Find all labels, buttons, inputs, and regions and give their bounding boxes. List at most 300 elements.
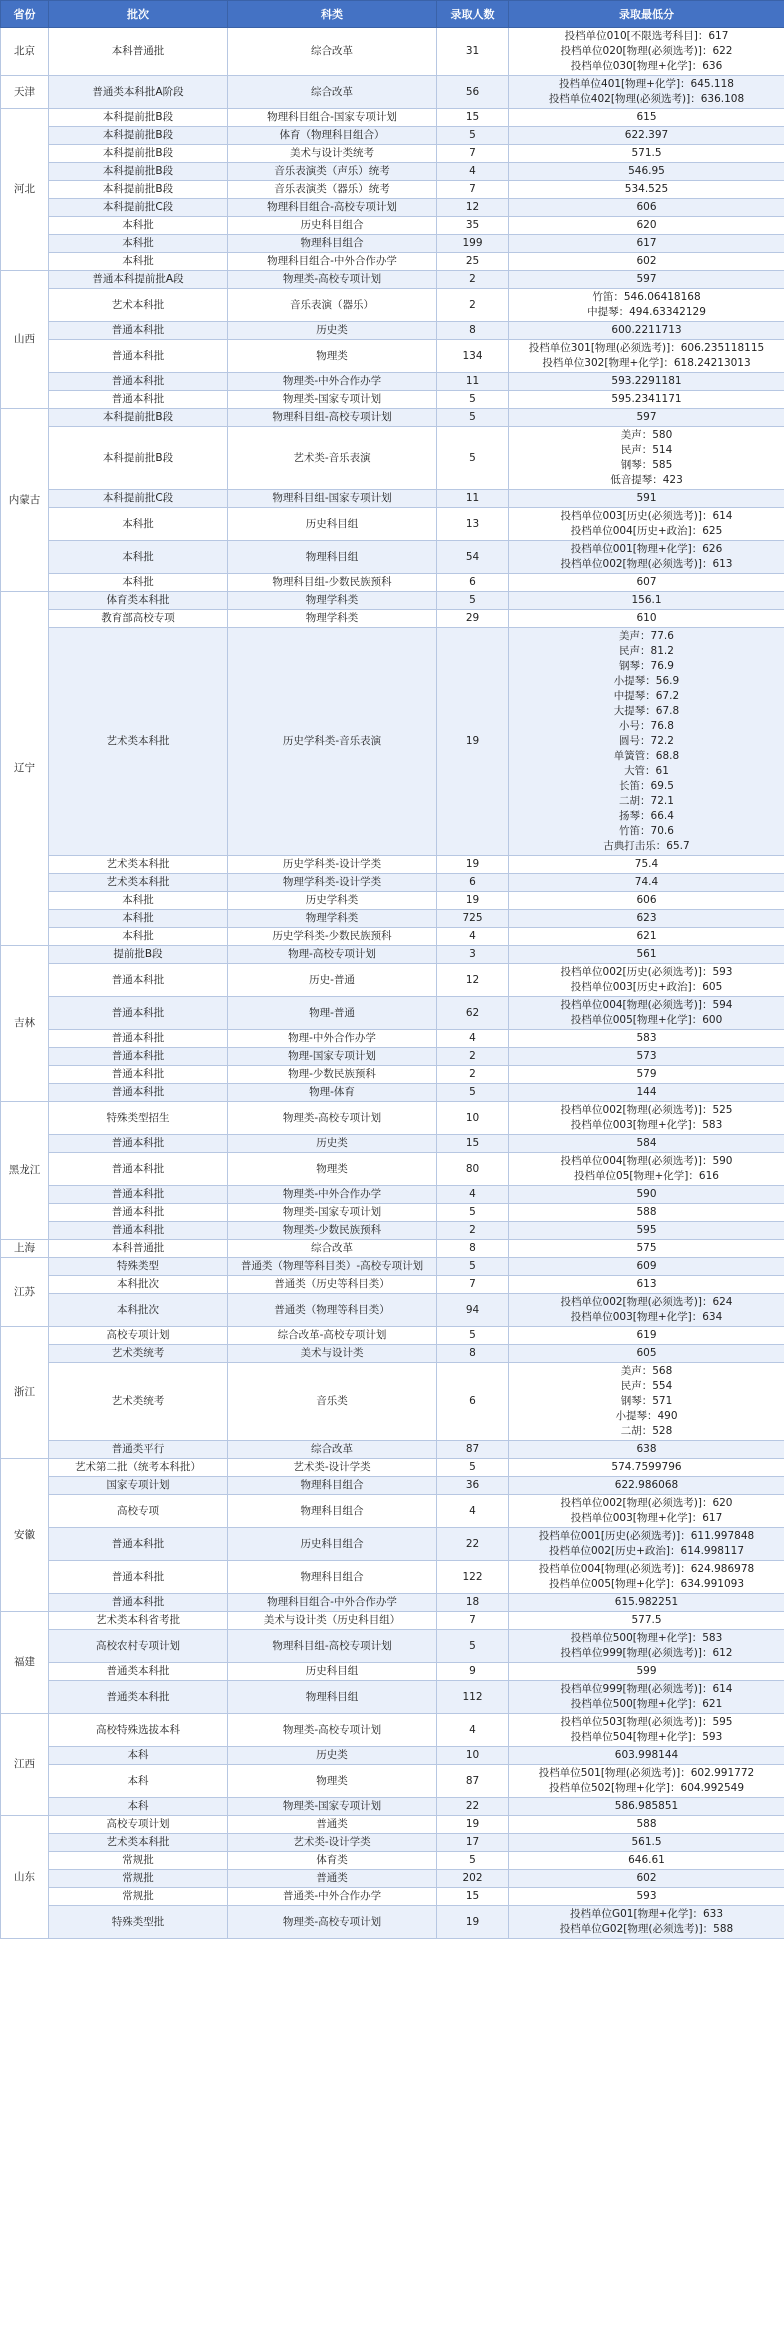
subject-cell: 综合改革 <box>228 76 437 109</box>
count-cell: 54 <box>437 541 509 574</box>
table-row <box>1 1153 784 1186</box>
count-cell: 5 <box>437 1084 509 1102</box>
min-score-cell: 美声：77.6 民声：81.2 钢琴：76.9 小提琴：56.9 中提琴：67.2 大提琴：67.8 小号：76.8 圆号：72.2 单簧管：68.8 大管：61 长笛：69.5 二胡：72.1 扬琴：66.4 竹笛：70.6 古典打击乐：65.7 <box>509 628 784 856</box>
batch-cell: 高校特殊选拔本科 <box>49 1714 228 1747</box>
province-cell: 河北 <box>1 109 49 271</box>
table-row <box>1 1594 784 1612</box>
count-cell: 2 <box>437 289 509 322</box>
min-score-cell: 593 <box>509 1888 784 1906</box>
subject-cell: 物理科目组-国家专项计划 <box>228 490 437 508</box>
subject-cell: 物理类-高校专项计划 <box>228 1714 437 1747</box>
province-cell: 安徽 <box>1 1459 49 1612</box>
min-score-cell: 美声：580 民声：514 钢琴：585 低音提琴：423 <box>509 427 784 490</box>
batch-cell: 本科批 <box>49 928 228 946</box>
batch-cell: 普通本科批 <box>49 1204 228 1222</box>
min-score-cell: 593.2291181 <box>509 373 784 391</box>
batch-cell: 艺术类本科省考批 <box>49 1612 228 1630</box>
province-cell: 江苏 <box>1 1258 49 1327</box>
min-score-cell: 646.61 <box>509 1852 784 1870</box>
min-score-cell: 590 <box>509 1186 784 1204</box>
min-score-cell: 610 <box>509 610 784 628</box>
count-cell: 2 <box>437 271 509 289</box>
table-row <box>1 373 784 391</box>
subject-cell: 历史类 <box>228 1747 437 1765</box>
batch-cell: 普通本科批 <box>49 1528 228 1561</box>
table-row <box>1 1528 784 1561</box>
subject-cell: 物理类-中外合作办学 <box>228 1186 437 1204</box>
count-cell: 4 <box>437 1186 509 1204</box>
table-row <box>1 28 784 76</box>
count-cell: 199 <box>437 235 509 253</box>
table-row <box>1 508 784 541</box>
batch-cell: 普通本科提前批A段 <box>49 271 228 289</box>
subject-cell: 历史学科类-设计学类 <box>228 856 437 874</box>
batch-cell: 国家专项计划 <box>49 1477 228 1495</box>
subject-cell: 物理科目组合-中外合作办学 <box>228 253 437 271</box>
subject-cell: 艺术类-设计学类 <box>228 1459 437 1477</box>
subject-cell: 音乐表演类（声乐）统考 <box>228 163 437 181</box>
subject-cell: 历史科目组 <box>228 508 437 541</box>
min-score-cell: 602 <box>509 253 784 271</box>
table-row <box>1 1798 784 1816</box>
table-row <box>1 928 784 946</box>
subject-cell: 物理类-国家专项计划 <box>228 391 437 409</box>
table-row <box>1 127 784 145</box>
table-row <box>1 610 784 628</box>
batch-cell: 普通本科批 <box>49 1186 228 1204</box>
count-cell: 5 <box>437 427 509 490</box>
table-row <box>1 409 784 427</box>
count-cell: 4 <box>437 1495 509 1528</box>
count-cell: 4 <box>437 928 509 946</box>
min-score-cell: 投档单位002[物理(必须选考)]：624 投档单位003[物理+化学]：634 <box>509 1294 784 1327</box>
table-body <box>1 28 784 1939</box>
min-score-cell: 638 <box>509 1441 784 1459</box>
min-score-cell: 571.5 <box>509 145 784 163</box>
batch-cell: 常规批 <box>49 1852 228 1870</box>
table-row <box>1 1204 784 1222</box>
min-score-cell: 586.985851 <box>509 1798 784 1816</box>
table-row <box>1 1714 784 1747</box>
subject-cell: 物理科目组-少数民族预科 <box>228 574 437 592</box>
batch-cell: 特殊类型招生 <box>49 1102 228 1135</box>
min-score-cell: 615 <box>509 109 784 127</box>
subject-cell: 物理学科类 <box>228 610 437 628</box>
count-cell: 5 <box>437 409 509 427</box>
table-row <box>1 76 784 109</box>
table-row <box>1 163 784 181</box>
count-cell: 2 <box>437 1222 509 1240</box>
subject-cell: 历史学科类-音乐表演 <box>228 628 437 856</box>
batch-cell: 艺术类本科批 <box>49 856 228 874</box>
batch-cell: 本科批 <box>49 217 228 235</box>
subject-cell: 物理科目组合 <box>228 235 437 253</box>
table-row <box>1 1888 784 1906</box>
table-row <box>1 271 784 289</box>
table-row <box>1 997 784 1030</box>
count-cell: 7 <box>437 1612 509 1630</box>
table-row <box>1 235 784 253</box>
min-score-cell: 595 <box>509 1222 784 1240</box>
min-score-cell: 美声：568 民声：554 钢琴：571 小提琴：490 二胡：528 <box>509 1363 784 1441</box>
batch-cell: 本科批 <box>49 541 228 574</box>
batch-cell: 普通本科批 <box>49 322 228 340</box>
subject-cell: 物理-中外合作办学 <box>228 1030 437 1048</box>
province-cell: 内蒙古 <box>1 409 49 592</box>
count-cell: 7 <box>437 181 509 199</box>
table-row <box>1 1441 784 1459</box>
subject-cell: 物理科目组合-高校专项计划 <box>228 199 437 217</box>
province-cell: 山东 <box>1 1816 49 1939</box>
count-cell: 5 <box>437 1204 509 1222</box>
min-score-cell: 投档单位401[物理+化学]：645.118 投档单位402[物理(必须选考)]：636.108 <box>509 76 784 109</box>
count-cell: 19 <box>437 892 509 910</box>
count-cell: 18 <box>437 1594 509 1612</box>
subject-cell: 物理-普通 <box>228 997 437 1030</box>
table-row <box>1 592 784 610</box>
count-cell: 7 <box>437 145 509 163</box>
batch-cell: 本科批 <box>49 574 228 592</box>
count-cell: 22 <box>437 1528 509 1561</box>
min-score-cell: 投档单位999[物理(必须选考)]：614 投档单位500[物理+化学]：621 <box>509 1681 784 1714</box>
batch-cell: 普通本科批 <box>49 373 228 391</box>
table-row <box>1 181 784 199</box>
min-score-cell: 投档单位004[物理(必须选考)]：590 投档单位05[物理+化学]：616 <box>509 1153 784 1186</box>
subject-cell: 物理-国家专项计划 <box>228 1048 437 1066</box>
subject-cell: 物理科目组-高校专项计划 <box>228 1630 437 1663</box>
table-row <box>1 1102 784 1135</box>
min-score-cell: 投档单位010[不限选考科目]：617 投档单位020[物理(必须选考)]：622 投档单位030[物理+化学]：636 <box>509 28 784 76</box>
header-batch: 批次 <box>49 1 228 28</box>
table-row <box>1 1681 784 1714</box>
batch-cell: 本科提前批B段 <box>49 127 228 145</box>
min-score-cell: 613 <box>509 1276 784 1294</box>
subject-cell: 历史类 <box>228 1135 437 1153</box>
batch-cell: 本科批 <box>49 910 228 928</box>
min-score-cell: 583 <box>509 1030 784 1048</box>
count-cell: 5 <box>437 127 509 145</box>
subject-cell: 物理学科类-设计学类 <box>228 874 437 892</box>
count-cell: 4 <box>437 163 509 181</box>
table-row <box>1 1186 784 1204</box>
table-row <box>1 1327 784 1345</box>
count-cell: 12 <box>437 199 509 217</box>
subject-cell: 物理类-少数民族预科 <box>228 1222 437 1240</box>
min-score-cell: 75.4 <box>509 856 784 874</box>
count-cell: 19 <box>437 628 509 856</box>
subject-cell: 历史学科类 <box>228 892 437 910</box>
subject-cell: 综合改革 <box>228 1240 437 1258</box>
province-cell: 辽宁 <box>1 592 49 946</box>
batch-cell: 本科批 <box>49 235 228 253</box>
table-row <box>1 1630 784 1663</box>
subject-cell: 物理类-中外合作办学 <box>228 373 437 391</box>
min-score-cell: 投档单位503[物理(必须选考)]：595 投档单位504[物理+化学]：593 <box>509 1714 784 1747</box>
batch-cell: 体育类本科批 <box>49 592 228 610</box>
count-cell: 6 <box>437 1363 509 1441</box>
count-cell: 87 <box>437 1765 509 1798</box>
count-cell: 15 <box>437 1135 509 1153</box>
min-score-cell: 584 <box>509 1135 784 1153</box>
batch-cell: 艺术本科批 <box>49 289 228 322</box>
min-score-cell: 534.525 <box>509 181 784 199</box>
table-row <box>1 1477 784 1495</box>
subject-cell: 历史科目组合 <box>228 217 437 235</box>
province-cell: 吉林 <box>1 946 49 1102</box>
subject-cell: 物理科目组合-国家专项计划 <box>228 109 437 127</box>
min-score-cell: 606 <box>509 199 784 217</box>
count-cell: 4 <box>437 1030 509 1048</box>
count-cell: 4 <box>437 1714 509 1747</box>
table-row <box>1 1612 784 1630</box>
min-score-cell: 投档单位002[物理(必须选考)]：525 投档单位003[物理+化学]：583 <box>509 1102 784 1135</box>
count-cell: 19 <box>437 856 509 874</box>
header-count: 录取人数 <box>437 1 509 28</box>
header-min-score: 录取最低分 <box>509 1 784 28</box>
count-cell: 5 <box>437 1327 509 1345</box>
batch-cell: 艺术类本科批 <box>49 628 228 856</box>
min-score-cell: 投档单位501[物理(必须选考)]：602.991772 投档单位502[物理+化学]：604.992549 <box>509 1765 784 1798</box>
table-row <box>1 391 784 409</box>
subject-cell: 物理科目组-高校专项计划 <box>228 409 437 427</box>
batch-cell: 本科批 <box>49 892 228 910</box>
subject-cell: 物理类-高校专项计划 <box>228 271 437 289</box>
province-cell: 黑龙江 <box>1 1102 49 1240</box>
batch-cell: 特殊类型批 <box>49 1906 228 1939</box>
count-cell: 31 <box>437 28 509 76</box>
count-cell: 94 <box>437 1294 509 1327</box>
min-score-cell: 620 <box>509 217 784 235</box>
count-cell: 12 <box>437 964 509 997</box>
table-row <box>1 1294 784 1327</box>
table-row <box>1 892 784 910</box>
table-row <box>1 1222 784 1240</box>
count-cell: 15 <box>437 1888 509 1906</box>
batch-cell: 普通本科批 <box>49 964 228 997</box>
table-row <box>1 1834 784 1852</box>
batch-cell: 本科 <box>49 1798 228 1816</box>
batch-cell: 本科批 <box>49 508 228 541</box>
count-cell: 5 <box>437 391 509 409</box>
subject-cell: 音乐类 <box>228 1363 437 1441</box>
min-score-cell: 156.1 <box>509 592 784 610</box>
min-score-cell: 600.2211713 <box>509 322 784 340</box>
batch-cell: 普通本科批 <box>49 1066 228 1084</box>
subject-cell: 物理科目组合-中外合作办学 <box>228 1594 437 1612</box>
subject-cell: 物理科目组合 <box>228 1495 437 1528</box>
batch-cell: 本科提前批B段 <box>49 427 228 490</box>
batch-cell: 普通本科批 <box>49 1048 228 1066</box>
subject-cell: 物理科目组 <box>228 541 437 574</box>
min-score-cell: 619 <box>509 1327 784 1345</box>
table-row <box>1 946 784 964</box>
min-score-cell: 588 <box>509 1816 784 1834</box>
count-cell: 80 <box>437 1153 509 1186</box>
batch-cell: 艺术第二批（统考本科批） <box>49 1459 228 1477</box>
min-score-cell: 603.998144 <box>509 1747 784 1765</box>
batch-cell: 艺术类统考 <box>49 1363 228 1441</box>
subject-cell: 综合改革-高校专项计划 <box>228 1327 437 1345</box>
subject-cell: 普通类（历史等科目类） <box>228 1276 437 1294</box>
count-cell: 202 <box>437 1870 509 1888</box>
count-cell: 8 <box>437 1240 509 1258</box>
table-row <box>1 1240 784 1258</box>
count-cell: 15 <box>437 109 509 127</box>
table-row <box>1 1816 784 1834</box>
count-cell: 11 <box>437 490 509 508</box>
batch-cell: 本科提前批C段 <box>49 490 228 508</box>
subject-cell: 美术与设计类（历史科目组） <box>228 1612 437 1630</box>
table-row <box>1 1870 784 1888</box>
table-row <box>1 322 784 340</box>
table-row <box>1 490 784 508</box>
count-cell: 19 <box>437 1816 509 1834</box>
min-score-cell: 投档单位002[物理(必须选考)]：620 投档单位003[物理+化学]：617 <box>509 1495 784 1528</box>
header-province: 省份 <box>1 1 49 28</box>
subject-cell: 综合改革 <box>228 28 437 76</box>
province-cell: 浙江 <box>1 1327 49 1459</box>
count-cell: 9 <box>437 1663 509 1681</box>
subject-cell: 物理-少数民族预科 <box>228 1066 437 1084</box>
count-cell: 29 <box>437 610 509 628</box>
min-score-cell: 投档单位002[历史(必须选考)]：593 投档单位003[历史+政治]：605 <box>509 964 784 997</box>
batch-cell: 本科 <box>49 1765 228 1798</box>
min-score-cell: 投档单位003[历史(必须选考)]：614 投档单位004[历史+政治]：625 <box>509 508 784 541</box>
subject-cell: 音乐表演（器乐） <box>228 289 437 322</box>
subject-cell: 美术与设计类 <box>228 1345 437 1363</box>
table-row <box>1 427 784 490</box>
province-cell: 上海 <box>1 1240 49 1258</box>
count-cell: 5 <box>437 1459 509 1477</box>
count-cell: 19 <box>437 1906 509 1939</box>
batch-cell: 本科提前批B段 <box>49 181 228 199</box>
min-score-cell: 597 <box>509 271 784 289</box>
table-row <box>1 1852 784 1870</box>
batch-cell: 高校专项 <box>49 1495 228 1528</box>
batch-cell: 常规批 <box>49 1888 228 1906</box>
batch-cell: 本科提前批B段 <box>49 109 228 127</box>
subject-cell: 美术与设计类统考 <box>228 145 437 163</box>
min-score-cell: 574.7599796 <box>509 1459 784 1477</box>
batch-cell: 普通本科批 <box>49 1084 228 1102</box>
province-cell: 山西 <box>1 271 49 409</box>
header-row <box>1 1 784 28</box>
table-row <box>1 856 784 874</box>
count-cell: 8 <box>437 322 509 340</box>
batch-cell: 本科 <box>49 1747 228 1765</box>
min-score-cell: 597 <box>509 409 784 427</box>
batch-cell: 普通类本科批 <box>49 1663 228 1681</box>
count-cell: 5 <box>437 1258 509 1276</box>
subject-cell: 体育（物理科目组合） <box>228 127 437 145</box>
table-row <box>1 1258 784 1276</box>
subject-cell: 艺术类-音乐表演 <box>228 427 437 490</box>
subject-cell: 物理类-高校专项计划 <box>228 1102 437 1135</box>
subject-cell: 普通类（物理等科目类） <box>228 1294 437 1327</box>
batch-cell: 普通类本科批A阶段 <box>49 76 228 109</box>
min-score-cell: 606 <box>509 892 784 910</box>
subject-cell: 历史科目组合 <box>228 1528 437 1561</box>
subject-cell: 物理类 <box>228 1765 437 1798</box>
batch-cell: 高校农村专项计划 <box>49 1630 228 1663</box>
table-row <box>1 1459 784 1477</box>
min-score-cell: 595.2341171 <box>509 391 784 409</box>
batch-cell: 艺术类本科批 <box>49 1834 228 1852</box>
count-cell: 6 <box>437 574 509 592</box>
table-row <box>1 1066 784 1084</box>
count-cell: 134 <box>437 340 509 373</box>
min-score-cell: 607 <box>509 574 784 592</box>
batch-cell: 普通类平行 <box>49 1441 228 1459</box>
min-score-cell: 599 <box>509 1663 784 1681</box>
table-row <box>1 199 784 217</box>
table-row <box>1 1495 784 1528</box>
subject-cell: 物理类 <box>228 1153 437 1186</box>
min-score-cell: 投档单位001[历史(必须选考)]：611.997848 投档单位002[历史+政治]：614.998117 <box>509 1528 784 1561</box>
count-cell: 725 <box>437 910 509 928</box>
min-score-cell: 573 <box>509 1048 784 1066</box>
min-score-cell: 投档单位001[物理+化学]：626 投档单位002[物理(必须选考)]：613 <box>509 541 784 574</box>
count-cell: 8 <box>437 1345 509 1363</box>
subject-cell: 普通类 <box>228 1870 437 1888</box>
min-score-cell: 577.5 <box>509 1612 784 1630</box>
table-row <box>1 1048 784 1066</box>
table-row <box>1 1363 784 1441</box>
table-row <box>1 1135 784 1153</box>
province-cell: 福建 <box>1 1612 49 1714</box>
batch-cell: 艺术类统考 <box>49 1345 228 1363</box>
province-cell: 江西 <box>1 1714 49 1816</box>
subject-cell: 物理科目组合 <box>228 1561 437 1594</box>
min-score-cell: 561.5 <box>509 1834 784 1852</box>
count-cell: 25 <box>437 253 509 271</box>
count-cell: 2 <box>437 1066 509 1084</box>
min-score-cell: 投档单位004[物理(必须选考)]：624.986978 投档单位005[物理+化学]：634.991093 <box>509 1561 784 1594</box>
province-cell: 北京 <box>1 28 49 76</box>
batch-cell: 本科提前批C段 <box>49 199 228 217</box>
count-cell: 112 <box>437 1681 509 1714</box>
subject-cell: 普通类-中外合作办学 <box>228 1888 437 1906</box>
batch-cell: 普通本科批 <box>49 1222 228 1240</box>
min-score-cell: 622.397 <box>509 127 784 145</box>
min-score-cell: 615.982251 <box>509 1594 784 1612</box>
min-score-cell: 546.95 <box>509 163 784 181</box>
subject-cell: 物理学科类 <box>228 592 437 610</box>
min-score-cell: 投档单位301[物理(必须选考)]：606.235118115 投档单位302[物理+化学]：618.24213013 <box>509 340 784 373</box>
table-row <box>1 1906 784 1939</box>
table-row <box>1 1747 784 1765</box>
min-score-cell: 投档单位G01[物理+化学]：633 投档单位G02[物理(必须选考)]：588 <box>509 1906 784 1939</box>
batch-cell: 教育部高校专项 <box>49 610 228 628</box>
table-row <box>1 145 784 163</box>
table-row <box>1 541 784 574</box>
count-cell: 17 <box>437 1834 509 1852</box>
min-score-cell: 617 <box>509 235 784 253</box>
batch-cell: 普通本科批 <box>49 1561 228 1594</box>
min-score-cell: 579 <box>509 1066 784 1084</box>
subject-cell: 普通类 <box>228 1816 437 1834</box>
batch-cell: 普通本科批 <box>49 1594 228 1612</box>
count-cell: 7 <box>437 1276 509 1294</box>
table-row <box>1 1561 784 1594</box>
min-score-cell: 投档单位500[物理+化学]：583 投档单位999[物理(必须选考)]：612 <box>509 1630 784 1663</box>
subject-cell: 物理类-国家专项计划 <box>228 1798 437 1816</box>
count-cell: 3 <box>437 946 509 964</box>
batch-cell: 普通本科批 <box>49 391 228 409</box>
table-row <box>1 253 784 271</box>
table-row <box>1 1765 784 1798</box>
count-cell: 122 <box>437 1561 509 1594</box>
